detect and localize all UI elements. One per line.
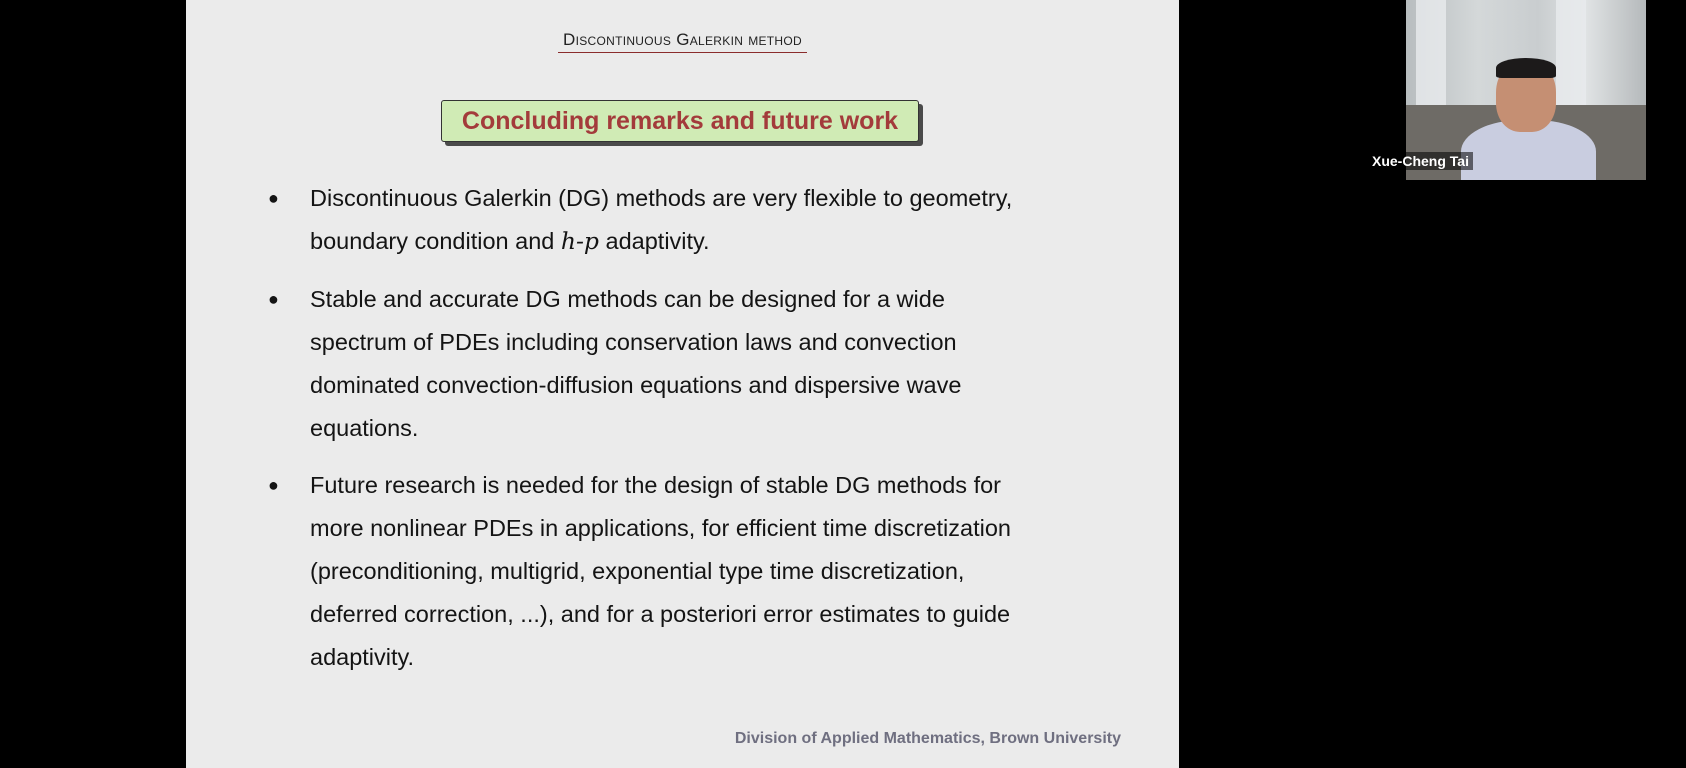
participant-name-label: Xue-Cheng Tai: [1368, 152, 1473, 170]
bullet-line: dominated convection-diffusion equations and dispersive wave: [310, 372, 962, 398]
bullet-dot-icon: ●: [268, 289, 279, 309]
bullet-dot-icon: ●: [268, 475, 279, 495]
slide-header: [186, 30, 1179, 53]
background-curtain: [1556, 0, 1586, 110]
presentation-slide: [186, 0, 1179, 768]
bullet-item: [268, 177, 1087, 263]
bullet-line: equations.: [310, 415, 419, 441]
bullet-line: Discontinuous Galerkin (DG) methods are very flexible to geometry,: [310, 185, 1013, 211]
bullet-line: deferred correction, ...), and for a posteriori error estimates to guide: [310, 601, 1011, 627]
bullet-line: more nonlinear PDEs in applications, for efficient time discretization: [310, 515, 1011, 541]
bullet-line: adaptivity.: [310, 644, 415, 670]
math-expression: h-p: [560, 227, 599, 255]
bullet-line: Future research is needed for the design of stable DG methods for: [310, 472, 1002, 498]
video-panel: [1366, 0, 1686, 768]
bullet-item: [268, 278, 1087, 450]
bullet-line: boundary condition and: [310, 228, 561, 254]
bullet-item: [268, 464, 1087, 679]
bullet-line: (preconditioning, multigrid, exponential type time discretization,: [310, 558, 965, 584]
bullet-line: spectrum of PDEs including conservation laws and convection: [310, 329, 957, 355]
slide-footer: Division of Applied Mathematics, Brown University: [734, 730, 1121, 747]
bullet-dot-icon: ●: [268, 188, 279, 208]
participant-hair: [1496, 58, 1556, 78]
slide-header-text: Discontinuous Galerkin method: [558, 30, 807, 53]
slide-title: Concluding remarks and future work: [461, 106, 899, 135]
bullet-line: Stable and accurate DG methods can be designed for a wide: [310, 286, 945, 312]
background-curtain: [1416, 0, 1446, 110]
slide-title-box: [441, 100, 919, 142]
bullet-line: adaptivity.: [598, 228, 710, 254]
